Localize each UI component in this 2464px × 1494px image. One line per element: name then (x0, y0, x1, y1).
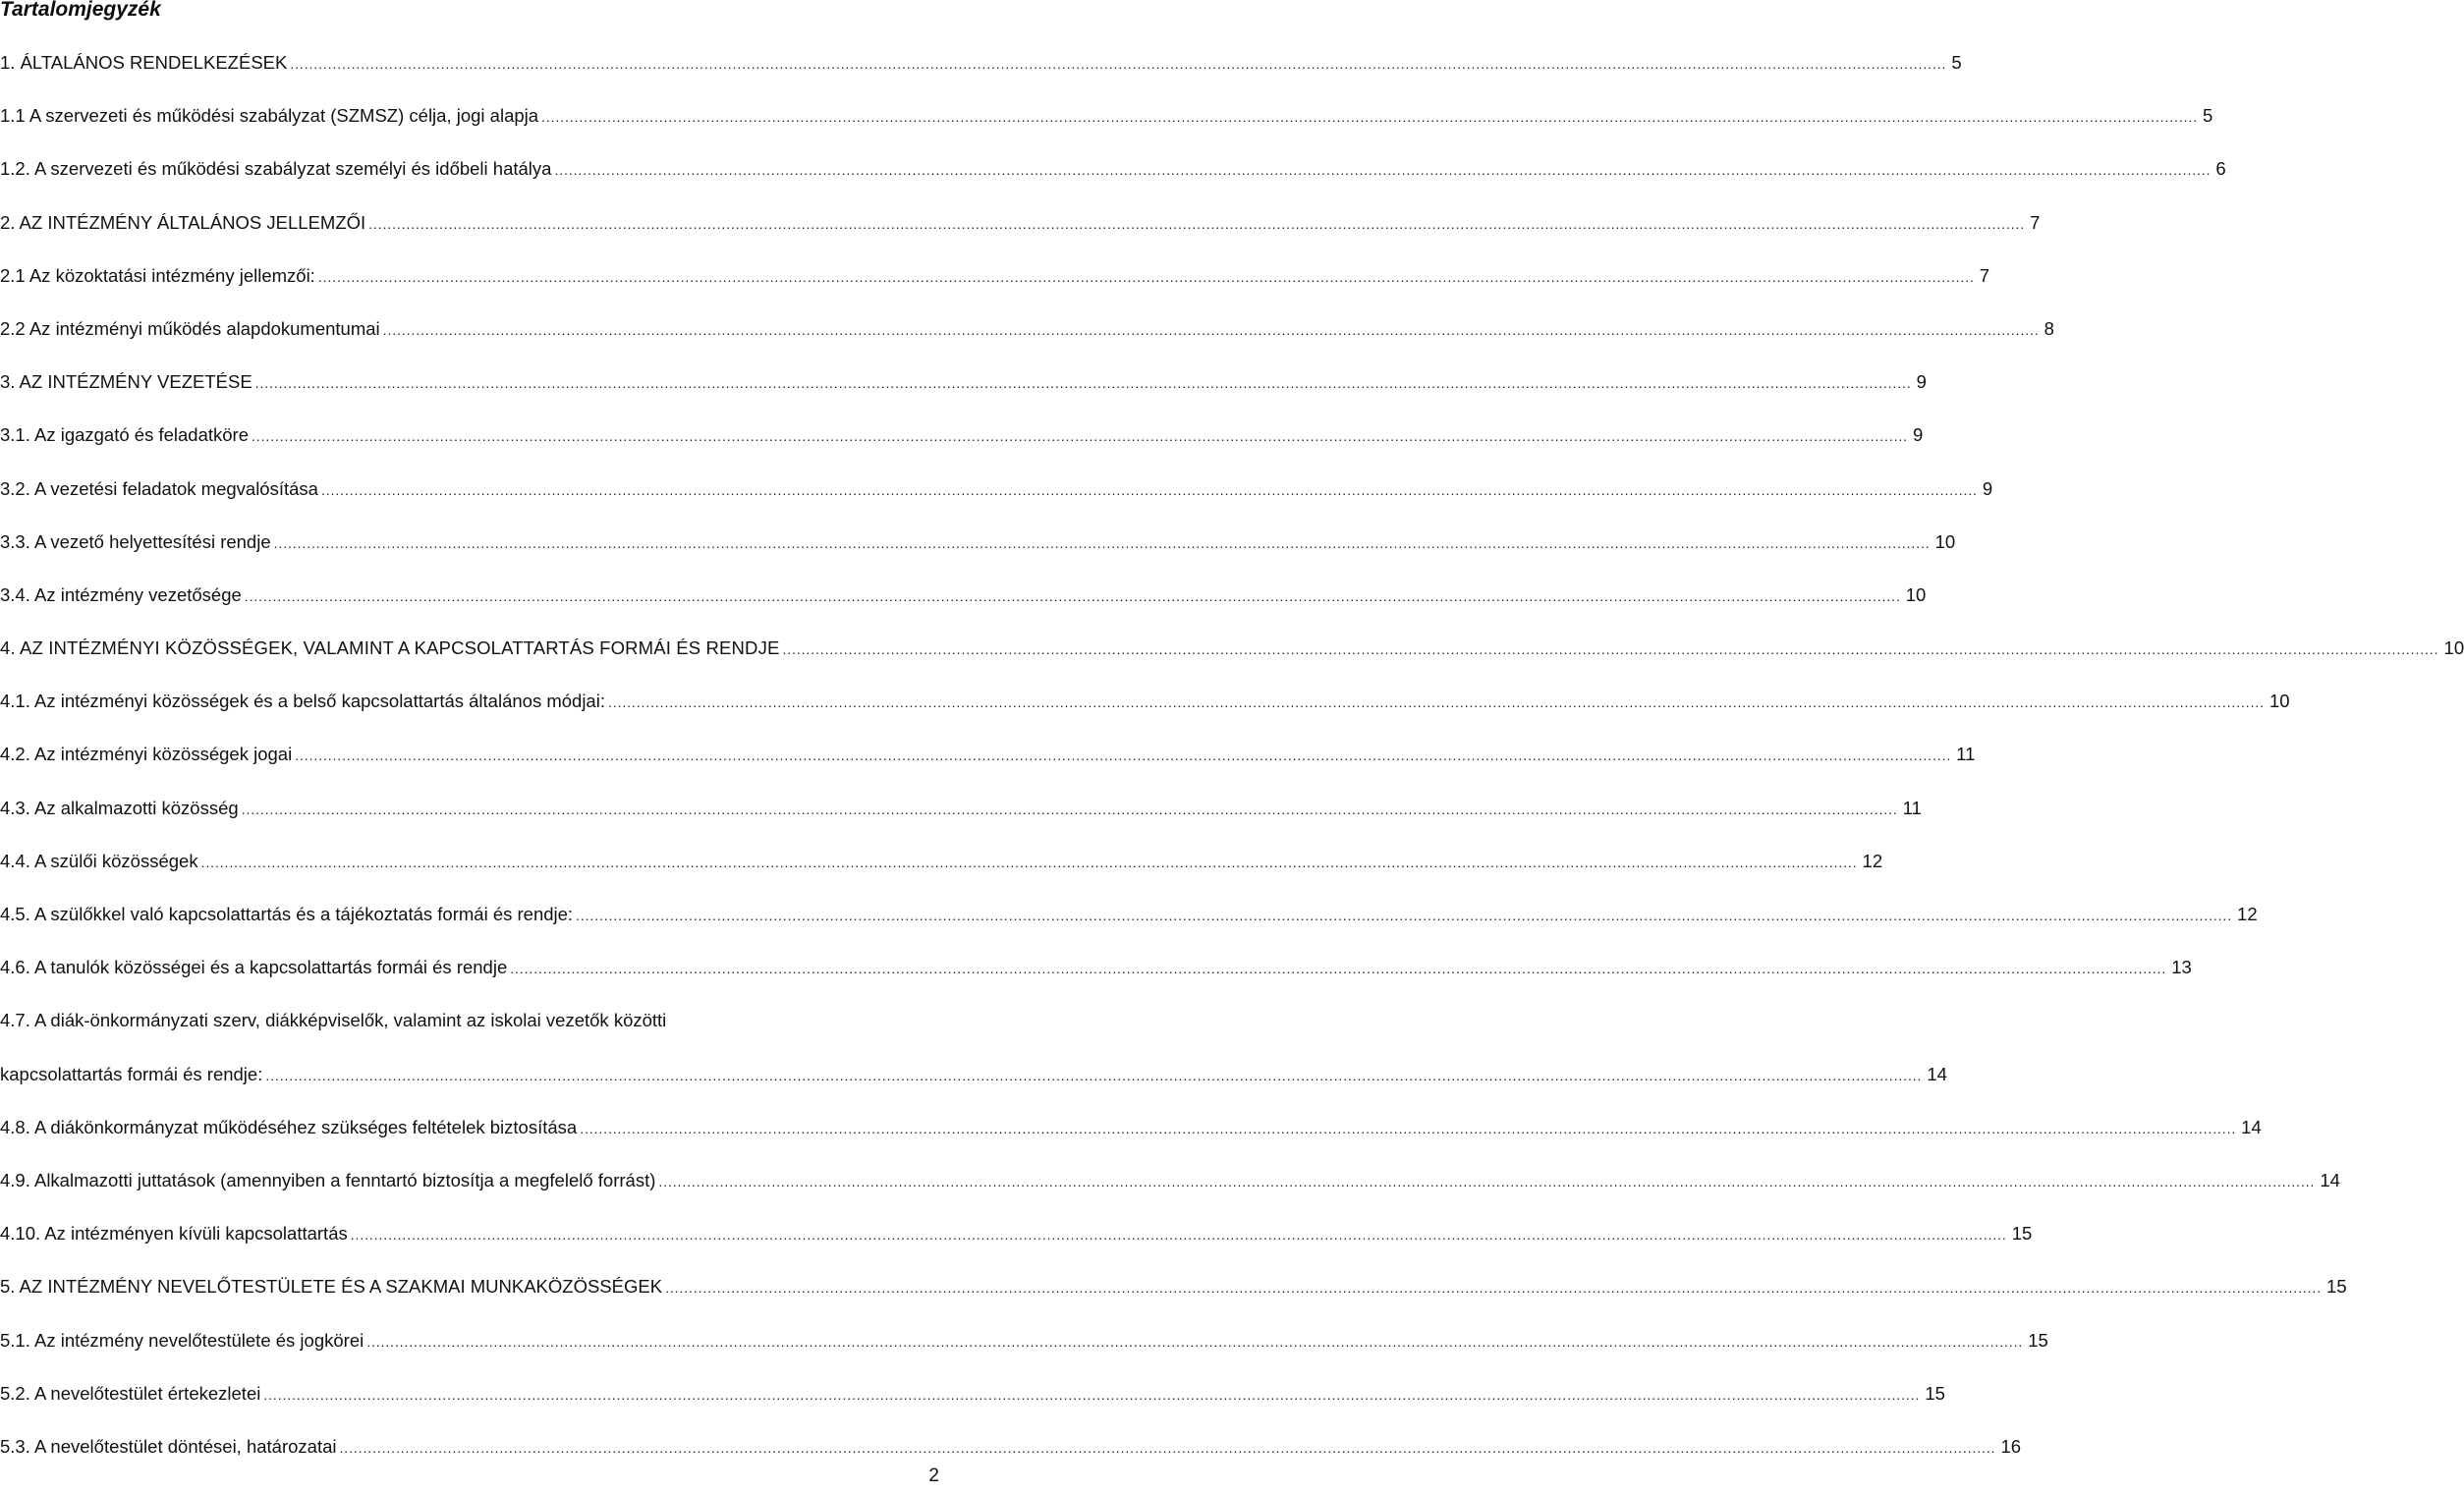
toc-entry-page: 15 (1925, 1382, 1945, 1404)
toc-entry[interactable] (0, 1431, 2022, 1484)
toc-entry[interactable] (0, 899, 2258, 952)
toc-entry-page: 15 (2011, 1223, 2033, 1245)
toc-entry-text: 4.4. A szülői közösségek (0, 850, 198, 871)
toc-entry-page: 10 (1905, 583, 1927, 605)
toc-entry[interactable] (0, 1218, 2033, 1271)
toc-dot-leader (510, 953, 2166, 984)
toc-dot-leader (782, 634, 2438, 665)
toc-dot-leader (265, 1060, 1922, 1091)
toc-entry-page: 15 (2028, 1329, 2048, 1351)
toc-entry[interactable] (0, 793, 1922, 846)
toc-entry[interactable] (0, 313, 2054, 366)
toc-entry-page: 9 (1982, 477, 1993, 499)
toc-entry-page: 7 (2030, 211, 2041, 233)
toc-entry-text: 2. AZ INTÉZMÉNY ÁLTALÁNOS JELLEMZŐI (0, 211, 366, 233)
toc-entry-text: 4.2. Az intézményi közösségek jogai (0, 744, 293, 765)
toc-entry-text: 4.1. Az intézményi közösségek és a belső kapcsolattartás általános módjai: (0, 691, 605, 712)
toc-entry[interactable] (0, 1165, 2340, 1218)
toc-entry-page: 16 (2000, 1435, 2022, 1457)
toc-entry-page: 9 (1916, 371, 1927, 393)
toc-entry[interactable] (0, 1112, 2262, 1165)
toc-entry[interactable] (0, 366, 1927, 419)
page-title: Tartalomjegyzék (0, 0, 161, 21)
toc-entry-text: 4.6. A tanulók közösségei és a kapcsolattartás formái és rendje (0, 957, 508, 978)
toc-entry-page: 7 (1979, 264, 1990, 286)
toc-entry-page: 14 (1927, 1063, 1947, 1084)
toc-entry-page: 8 (2044, 317, 2054, 339)
toc-entry-wrapped-line[interactable] (0, 1005, 918, 1058)
toc-entry-text: 3. AZ INTÉZMÉNY VEZETÉSE (0, 371, 252, 393)
toc-dot-leader (351, 1219, 2007, 1250)
toc-entry[interactable] (0, 633, 2464, 686)
toc-entry[interactable] (0, 846, 1883, 899)
toc-entry-page: 6 (2215, 158, 2226, 180)
toc-entry-text: 3.1. Az igazgató és feladatköre (0, 424, 250, 446)
toc-dot-leader (201, 847, 1858, 878)
toc-entry-text: 5.2. A nevelőtestület értekezletei (0, 1382, 261, 1404)
toc-entry-text: 4.5. A szülőkkel való kapcsolattartás és a tájékoztatás formái és rendje: (0, 904, 574, 924)
toc-entry-page: 11 (1956, 744, 1976, 765)
toc-dot-leader (368, 208, 2025, 240)
toc-dot-leader (383, 314, 2040, 346)
toc-entry[interactable] (0, 952, 2192, 1005)
toc-entry[interactable] (0, 1325, 2048, 1378)
toc-entry[interactable] (0, 473, 1993, 526)
toc-entry[interactable] (0, 1059, 1947, 1112)
toc-entry[interactable] (0, 207, 2041, 260)
toc-dot-leader (608, 687, 2265, 718)
toc-entry-page: 5 (2203, 105, 2213, 127)
page-number: 2 (928, 1466, 939, 1486)
toc-dot-leader (366, 1326, 2023, 1357)
toc-entry[interactable] (0, 526, 1956, 580)
toc-entry-text: 4.10. Az intézményen kívüli kapcsolattartás (0, 1223, 348, 1245)
toc-dot-leader (554, 154, 2211, 186)
toc-entry-text: 4.7. A diák-önkormányzati szerv, diákképviselők, valamint az iskolai vezetők közötti (0, 1010, 667, 1031)
toc-entry-text: 4.8. A diákönkormányzat működéséhez szükséges feltételek biztosítása (0, 1116, 578, 1137)
toc-dot-leader (263, 1379, 1920, 1411)
toc-dot-leader (295, 740, 1951, 771)
toc-entry-text: 3.3. A vezető helyettesítési rendje (0, 530, 271, 552)
toc-dot-leader (255, 367, 1912, 399)
toc-dot-leader (252, 420, 1908, 452)
toc-dot-leader (318, 261, 1975, 293)
toc-dot-leader (290, 48, 1946, 80)
toc-entry[interactable] (0, 153, 2226, 206)
toc-entry-page: 15 (2326, 1276, 2347, 1298)
toc-entry-page: 11 (1902, 797, 1922, 818)
toc-entry-text: 5. AZ INTÉZMÉNY NEVELŐTESTÜLETE ÉS A SZAKMAI MUNKAKÖZÖSSÉGEK (0, 1276, 663, 1298)
toc-entry[interactable] (0, 260, 1990, 313)
toc-entry-text: 1.1 A szervezeti és működési szabályzat (SZMSZ) célja, jogi alapja (0, 105, 539, 127)
toc-entry-text: 3.4. Az intézmény vezetősége (0, 583, 242, 605)
toc-entry[interactable] (0, 419, 1924, 472)
toc-entry-text: 1.2. A szervezeti és működési szabályzat személyi és időbeli hatálya (0, 158, 552, 180)
toc-entry-page: 12 (2237, 904, 2258, 924)
toc-entry-page: 12 (1862, 850, 1883, 871)
toc-entry-text: 4.9. Alkalmazotti juttatások (amennyiben a fenntartó biztosítja a megfelelő forrást) (0, 1169, 656, 1190)
toc-entry[interactable] (0, 100, 2213, 153)
toc-entry-text: 2.2 Az intézményi működés alapdokumentumai (0, 317, 380, 339)
toc-entry[interactable] (0, 1378, 1945, 1431)
toc-entry-page: 5 (1951, 52, 1962, 73)
toc-entry[interactable] (0, 686, 2290, 739)
toc-entry-page: 9 (1912, 424, 1924, 446)
toc-dot-leader (665, 1272, 2322, 1303)
toc-entry-text: 5.1. Az intézmény nevelőtestülete és jogkörei (0, 1329, 364, 1351)
toc-entry[interactable] (0, 1271, 2347, 1324)
toc-entry-page: 14 (2241, 1116, 2262, 1137)
toc-dot-leader (321, 474, 1978, 506)
toc-dot-leader (576, 900, 2232, 931)
toc-entry[interactable] (0, 739, 1976, 792)
toc-entry-text: 4. AZ INTÉZMÉNYI KÖZÖSSÉGEK, VALAMINT A KAPCSOLATTARTÁS FORMÁI ÉS RENDJE (0, 637, 780, 659)
toc-dot-leader (340, 1432, 1996, 1464)
toc-entry-page: 10 (1934, 530, 1956, 552)
toc-entry-text: 4.3. Az alkalmazotti közösség (0, 797, 239, 818)
toc-entry-page: 13 (2171, 957, 2192, 978)
toc-entry-page: 10 (2443, 637, 2464, 659)
toc-dot-leader (245, 581, 1901, 612)
toc-entry-text: 2.1 Az közoktatási intézmény jellemzői: (0, 264, 315, 286)
toc-dot-leader (658, 1166, 2315, 1197)
toc-dot-leader (541, 101, 2198, 133)
toc-entry-text: 5.3. A nevelőtestület döntései, határozatai (0, 1435, 337, 1457)
toc-entry-text: 1. ÁLTALÁNOS RENDELKEZÉSEK (0, 52, 288, 73)
toc-entry-page: 14 (2320, 1169, 2340, 1190)
toc-entry-text: 3.2. A vezetési feladatok megvalósítása (0, 477, 318, 499)
toc-entry-page: 10 (2268, 691, 2290, 712)
toc-dot-leader (242, 794, 1898, 825)
toc-entry-text: kapcsolattartás formái és rendje: (0, 1063, 263, 1084)
toc-entry[interactable] (0, 580, 1927, 633)
toc-entry[interactable] (0, 47, 1962, 100)
toc-dot-leader (580, 1113, 2236, 1144)
table-of-contents (0, 47, 2464, 1484)
toc-dot-leader (274, 527, 1931, 559)
